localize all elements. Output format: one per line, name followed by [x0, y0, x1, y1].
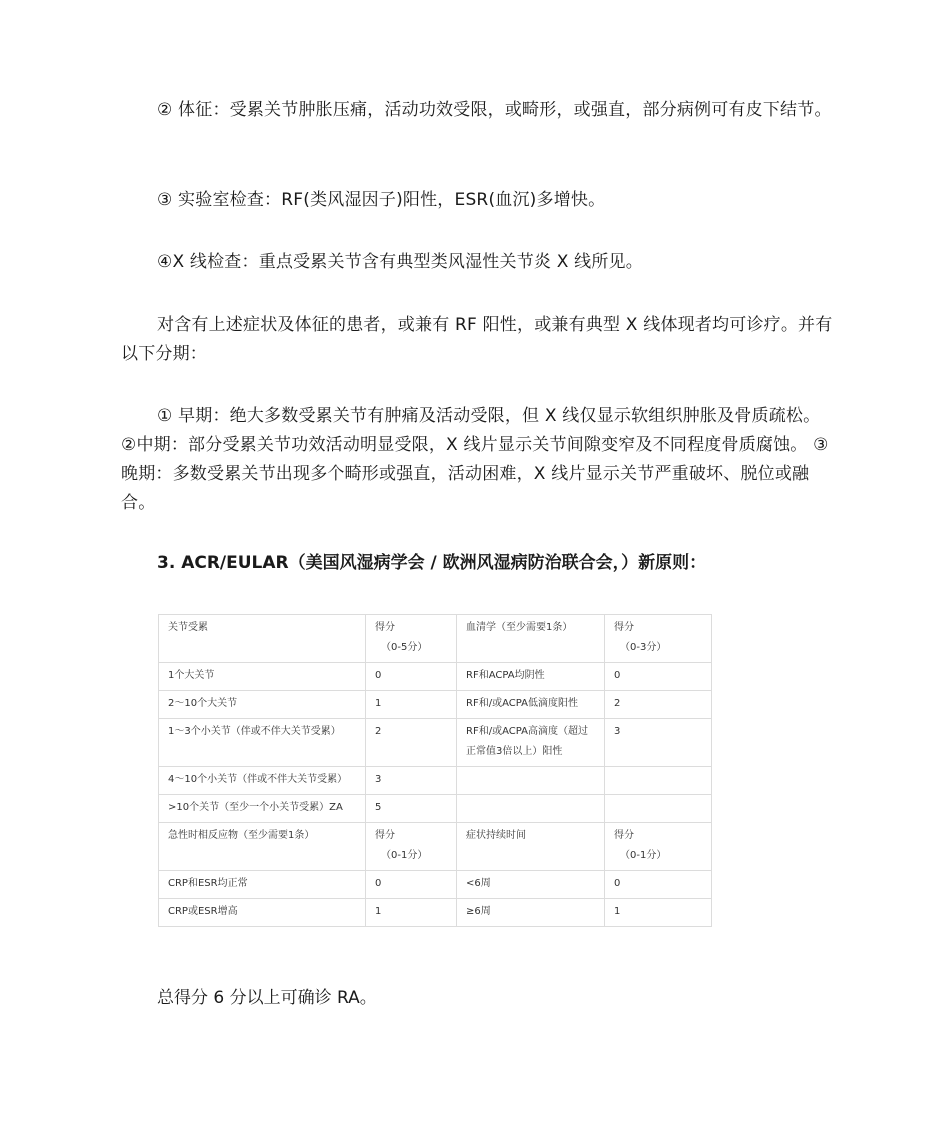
cell-text: 5 — [375, 802, 382, 813]
cell-text: RF和/或ACPA高滴度（超过 — [466, 726, 588, 737]
cell-subtext: （0-1分） — [620, 850, 667, 861]
cell-text: 得分 — [614, 622, 634, 633]
paragraph-signs: ② 体征：受累关节肿胀压痛，活动功效受限，或畸形，或强直，部分病例可有皮下结节。 — [157, 100, 832, 120]
table-cell — [159, 795, 366, 823]
table-cell — [605, 795, 712, 823]
table-cell — [605, 663, 712, 691]
cell-text: 3 — [614, 726, 621, 737]
table-cell — [366, 795, 457, 823]
table-row — [159, 871, 712, 899]
table-cell — [159, 663, 366, 691]
table-cell — [457, 615, 605, 663]
conclusion-text: 总得分 6 分以上可确诊 RA。 — [157, 988, 377, 1008]
cell-text: ≥6周 — [466, 906, 491, 917]
table-cell — [457, 663, 605, 691]
cell-text: CRP和ESR均正常 — [168, 878, 248, 889]
table-cell — [366, 691, 457, 719]
table-cell — [159, 823, 366, 871]
table-cell — [605, 823, 712, 871]
cell-subtext: 正常值3倍以上）阳性 — [466, 746, 563, 757]
table-cell — [605, 871, 712, 899]
cell-text: 2 — [375, 726, 382, 737]
table-cell — [159, 767, 366, 795]
table-cell — [457, 871, 605, 899]
cell-text: 关节受累 — [168, 622, 208, 633]
paragraph-xray: ④X 线检查：重点受累关节含有典型类风湿性关节炎 X 线所见。 — [157, 252, 643, 272]
criteria-table-body — [159, 615, 712, 927]
cell-text: RF和ACPA均阴性 — [466, 670, 545, 681]
cell-text: 血清学（至少需要1条） — [466, 622, 573, 633]
table-cell — [605, 767, 712, 795]
criteria-table — [158, 614, 712, 927]
table-cell — [159, 871, 366, 899]
table-row — [159, 899, 712, 927]
cell-text: 急性时相反应物（至少需要1条） — [168, 830, 315, 841]
cell-text: 症状持续时间 — [466, 830, 526, 841]
table-cell — [605, 691, 712, 719]
table-cell — [605, 615, 712, 663]
cell-text: 2～10个大关节 — [168, 698, 238, 709]
table-cell — [366, 899, 457, 927]
paragraph-stages: ① 早期：绝大多数受累关节有肿痛及活动受限，但 X 线仅显示软组织肿胀及骨质疏松。②中期：部分受累关节功效活动明显受限，X 线片显示关节间隙变窄及不同程度骨质腐蚀。 ③晚期：多数受累关节出现多个畸形或强直，活动困难，X 线片显示关节严重破坏、脱位或融合。 — [121, 406, 829, 513]
table-cell — [366, 663, 457, 691]
cell-text: 0 — [375, 670, 382, 681]
section-heading: 3. ACR/EULAR（美国风湿病学会 / 欧洲风湿病防治联合会，）新原则： — [157, 553, 707, 573]
paragraph-diagnosis: 对含有上述症状及体征的患者，或兼有 RF 阳性，或兼有典型 X 线体现者均可诊疗。并有以下分期： — [121, 315, 833, 364]
table-cell — [457, 823, 605, 871]
table-cell — [605, 899, 712, 927]
table-row — [159, 767, 712, 795]
cell-subtext: （0-5分） — [381, 642, 428, 653]
table-cell — [159, 615, 366, 663]
cell-subtext: （0-3分） — [620, 642, 667, 653]
table-cell — [159, 899, 366, 927]
cell-text: 得分 — [375, 830, 395, 841]
table-cell — [457, 767, 605, 795]
table-cell — [366, 719, 457, 767]
cell-text: 得分 — [614, 830, 634, 841]
cell-text: 4～10个小关节（伴或不伴大关节受累） — [168, 774, 348, 785]
cell-text: 3 — [375, 774, 382, 785]
cell-text: 0 — [614, 670, 621, 681]
table-cell — [457, 795, 605, 823]
cell-text: CRP或ESR增高 — [168, 906, 238, 917]
cell-text: 1 — [375, 698, 382, 709]
table-cell — [159, 691, 366, 719]
cell-text: 0 — [375, 878, 382, 889]
table-cell — [366, 767, 457, 795]
table-cell — [366, 871, 457, 899]
cell-text: RF和/或ACPA低滴度阳性 — [466, 698, 578, 709]
cell-text: 1～3个小关节（伴或不伴大关节受累） — [168, 726, 341, 737]
cell-subtext: （0-1分） — [381, 850, 428, 861]
table-row — [159, 691, 712, 719]
table-cell — [605, 719, 712, 767]
cell-text: <6周 — [466, 878, 491, 889]
table-cell — [366, 823, 457, 871]
table-row — [159, 823, 712, 871]
cell-text: 1个大关节 — [168, 670, 215, 681]
cell-text: 1 — [375, 906, 382, 917]
paragraph-lab-tests: ③ 实验室检查：RF(类风湿因子)阳性，ESR(血沉)多增快。 — [157, 190, 606, 210]
table-row — [159, 663, 712, 691]
cell-text: 得分 — [375, 622, 395, 633]
cell-text: 1 — [614, 906, 621, 917]
cell-text: >10个关节（至少一个小关节受累）ZA — [168, 802, 343, 813]
table-row — [159, 615, 712, 663]
table-cell — [159, 719, 366, 767]
cell-text: 0 — [614, 878, 621, 889]
table-cell — [457, 899, 605, 927]
table-cell — [366, 615, 457, 663]
table-row — [159, 795, 712, 823]
table-cell — [457, 719, 605, 767]
cell-text: 2 — [614, 698, 621, 709]
table-cell — [457, 691, 605, 719]
table-row — [159, 719, 712, 767]
